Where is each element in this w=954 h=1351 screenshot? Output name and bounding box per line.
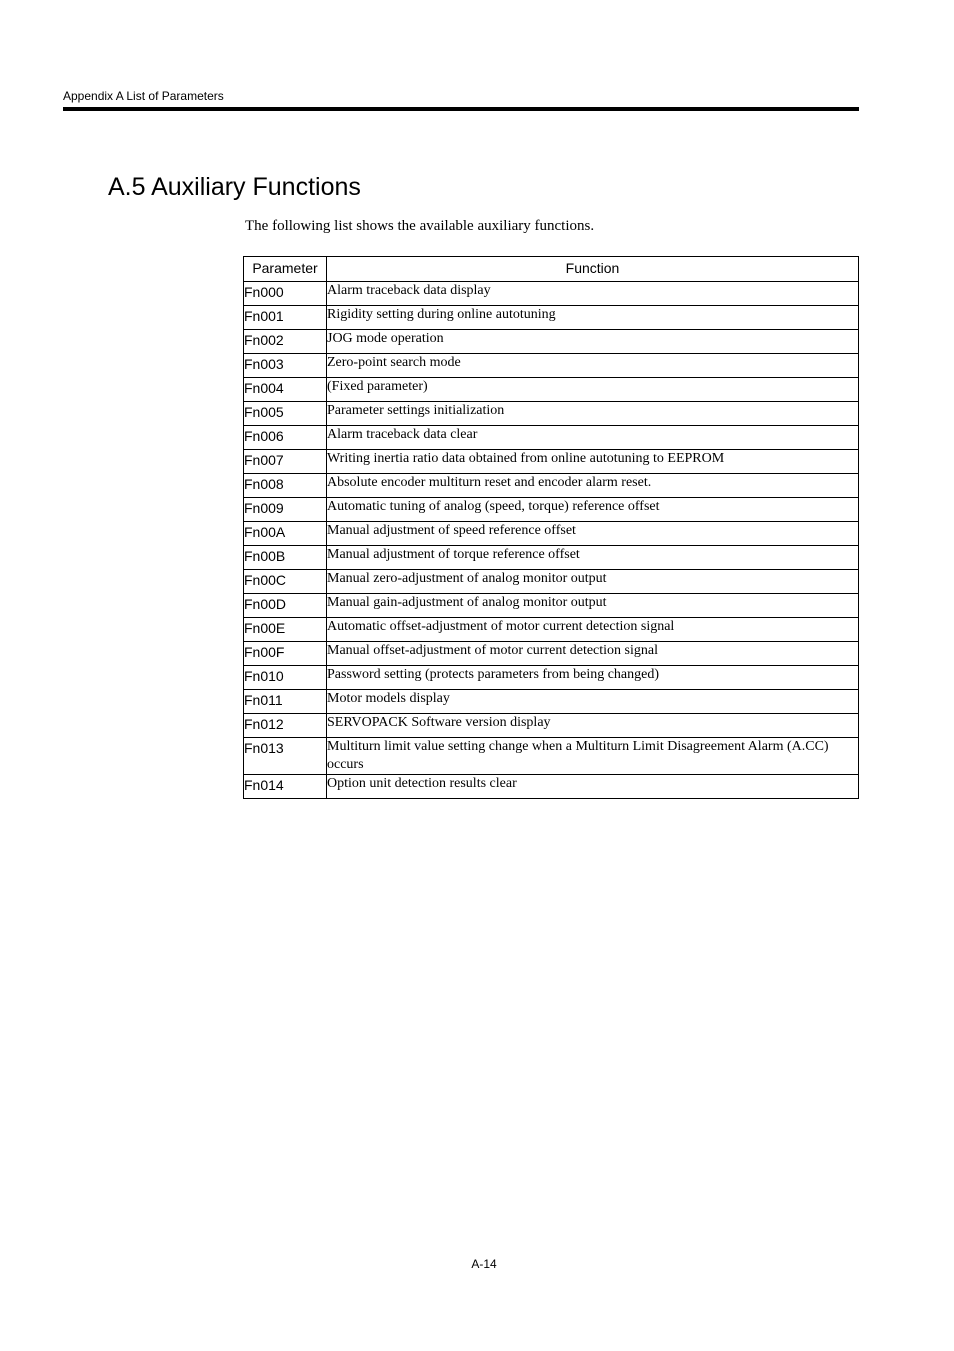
parameter-cell: Fn013: [244, 738, 327, 775]
table-row: [244, 714, 859, 738]
running-header: Appendix A List of Parameters: [63, 89, 224, 103]
page-number: A-14: [471, 1257, 497, 1271]
parameter-cell: Fn00E: [244, 618, 327, 642]
header-rule: [63, 107, 859, 111]
table-row: [244, 306, 859, 330]
section-title: A.5 Auxiliary Functions: [108, 173, 361, 201]
parameter-cell: Fn011: [244, 690, 327, 714]
parameter-cell: Fn014: [244, 775, 327, 799]
parameter-cell: Fn004: [244, 378, 327, 402]
parameter-cell: Fn007: [244, 450, 327, 474]
function-cell: Absolute encoder multiturn reset and encoder alarm reset.: [327, 474, 859, 498]
parameter-cell: Fn00D: [244, 594, 327, 618]
parameter-cell: Fn008: [244, 474, 327, 498]
function-cell: Alarm traceback data display: [327, 282, 859, 306]
table-row: [244, 474, 859, 498]
table-row: [244, 402, 859, 426]
function-cell: Manual zero-adjustment of analog monitor output: [327, 570, 859, 594]
table-row: [244, 330, 859, 354]
column-header-parameter: Parameter: [244, 257, 327, 282]
table-row: [244, 546, 859, 570]
function-cell: Alarm traceback data clear: [327, 426, 859, 450]
function-cell: Manual gain-adjustment of analog monitor output: [327, 594, 859, 618]
parameter-cell: Fn006: [244, 426, 327, 450]
function-cell: JOG mode operation: [327, 330, 859, 354]
parameter-cell: Fn003: [244, 354, 327, 378]
function-cell: Manual offset-adjustment of motor current detection signal: [327, 642, 859, 666]
function-cell: Multiturn limit value setting change when a Multiturn Limit Disagreement Alarm (A.CC) occurs: [327, 738, 859, 775]
parameter-cell: Fn00B: [244, 546, 327, 570]
function-cell: Automatic offset-adjustment of motor current detection signal: [327, 618, 859, 642]
parameter-cell: Fn012: [244, 714, 327, 738]
table-row: [244, 498, 859, 522]
table-row: [244, 642, 859, 666]
function-cell: Manual adjustment of speed reference offset: [327, 522, 859, 546]
function-cell: Motor models display: [327, 690, 859, 714]
function-cell: SERVOPACK Software version display: [327, 714, 859, 738]
function-cell: Manual adjustment of torque reference offset: [327, 546, 859, 570]
parameter-cell: Fn010: [244, 666, 327, 690]
table-row: [244, 426, 859, 450]
parameter-cell: Fn009: [244, 498, 327, 522]
table-row: [244, 570, 859, 594]
function-cell: Writing inertia ratio data obtained from online autotuning to EEPROM: [327, 450, 859, 474]
column-header-function: Function: [327, 257, 859, 282]
intro-text: The following list shows the available auxiliary functions.: [245, 218, 595, 234]
table-row: [244, 522, 859, 546]
function-cell: Automatic tuning of analog (speed, torque) reference offset: [327, 498, 859, 522]
parameter-cell: Fn000: [244, 282, 327, 306]
function-cell: Zero-point search mode: [327, 354, 859, 378]
table-row: [244, 666, 859, 690]
parameter-cell: Fn002: [244, 330, 327, 354]
table-row: [244, 378, 859, 402]
function-cell: (Fixed parameter): [327, 378, 859, 402]
table-row: [244, 618, 859, 642]
page-footer: [0, 1257, 954, 1271]
table-body: [244, 282, 859, 799]
table-row: [244, 450, 859, 474]
parameter-cell: Fn001: [244, 306, 327, 330]
parameter-cell: Fn00A: [244, 522, 327, 546]
table-row: [244, 738, 859, 775]
parameter-cell: Fn005: [244, 402, 327, 426]
table-row: [244, 354, 859, 378]
parameter-cell: Fn00F: [244, 642, 327, 666]
function-cell: Option unit detection results clear: [327, 775, 859, 799]
function-cell: Password setting (protects parameters from being changed): [327, 666, 859, 690]
table-row: [244, 690, 859, 714]
function-cell: Parameter settings initialization: [327, 402, 859, 426]
table-row: [244, 282, 859, 306]
parameter-cell: Fn00C: [244, 570, 327, 594]
auxiliary-functions-table: [243, 256, 859, 799]
table-row: [244, 594, 859, 618]
table-row: [244, 775, 859, 799]
table-header-row: [244, 257, 859, 282]
function-cell: Rigidity setting during online autotuning: [327, 306, 859, 330]
